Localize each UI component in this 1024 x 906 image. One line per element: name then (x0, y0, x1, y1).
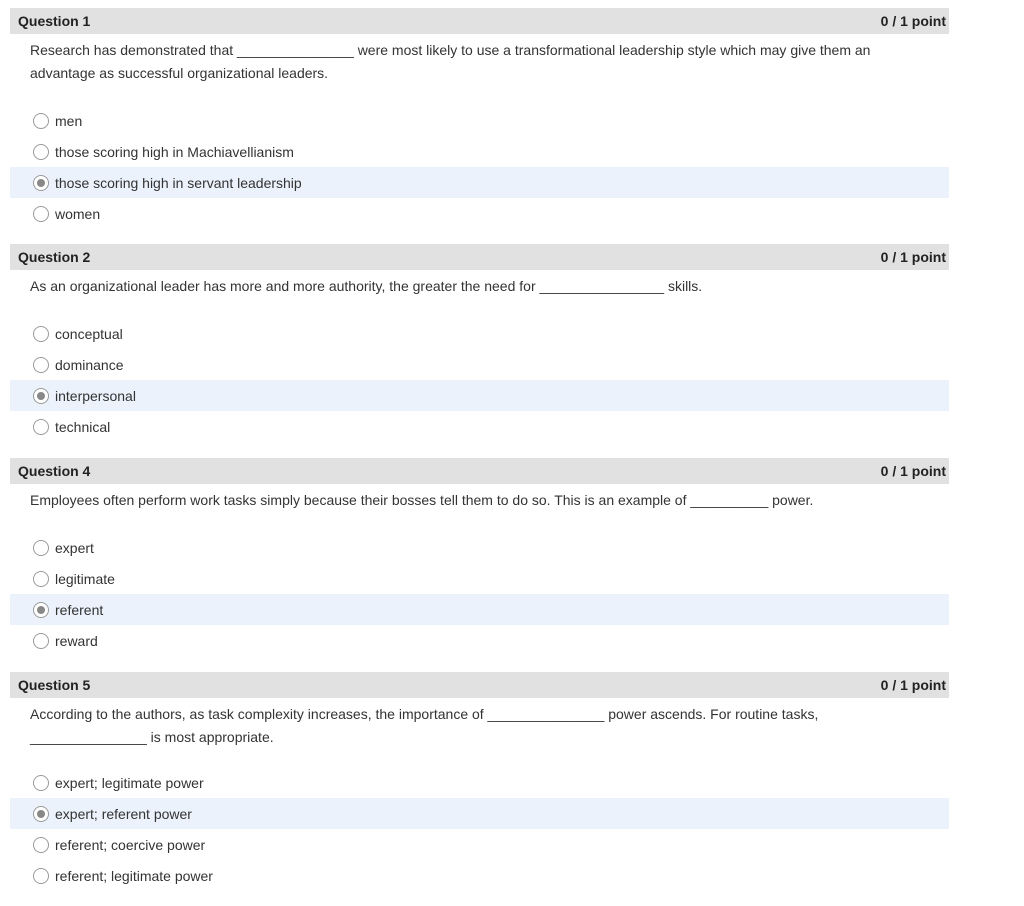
answer-option[interactable] (10, 532, 949, 563)
question-1 (10, 8, 949, 229)
option-label: legitimate (55, 570, 115, 587)
answer-option[interactable] (10, 105, 949, 136)
option-label: expert (55, 539, 94, 556)
question-header (10, 458, 949, 484)
answer-option-selected[interactable] (10, 380, 949, 411)
answer-options (10, 767, 949, 891)
option-label: dominance (55, 356, 124, 373)
option-label: interpersonal (55, 387, 136, 404)
option-label: referent (55, 601, 104, 618)
question-title: Question 5 (18, 677, 91, 693)
radio-button[interactable] (33, 419, 49, 435)
option-label: those scoring high in servant leadership (55, 174, 302, 191)
radio-button[interactable] (33, 206, 49, 222)
option-label: referent; coercive power (55, 836, 206, 853)
question-points: 0 / 1 point (880, 463, 946, 479)
option-label: those scoring high in Machiavellianism (55, 143, 294, 160)
answer-options (10, 532, 949, 656)
question-title: Question 4 (18, 463, 91, 479)
answer-option[interactable] (10, 136, 949, 167)
question-points: 0 / 1 point (880, 677, 946, 693)
question-points: 0 / 1 point (880, 249, 946, 265)
radio-button[interactable] (33, 357, 49, 373)
radio-button[interactable] (33, 868, 49, 884)
answer-option[interactable] (10, 860, 949, 891)
answer-option[interactable] (10, 318, 949, 349)
answer-option[interactable] (10, 625, 949, 656)
question-text: Research has demonstrated that _______________ were most likely to use a transformational leadership style which may give them an advantage as successful organizational leaders. (30, 42, 871, 81)
radio-button-checked[interactable] (33, 388, 49, 404)
answer-options (10, 318, 949, 442)
question-points: 0 / 1 point (880, 13, 946, 29)
radio-button-checked[interactable] (33, 175, 49, 191)
radio-button[interactable] (33, 571, 49, 587)
answer-option-selected[interactable] (10, 167, 949, 198)
radio-button[interactable] (33, 775, 49, 791)
radio-button-checked[interactable] (33, 602, 49, 618)
radio-button[interactable] (33, 633, 49, 649)
question-text: Employees often perform work tasks simply because their bosses tell them to do so. This is an example of __________ power. (30, 492, 814, 508)
answer-option[interactable] (10, 563, 949, 594)
question-5 (10, 672, 949, 891)
question-title: Question 2 (18, 249, 91, 265)
answer-options (10, 105, 949, 229)
answer-option[interactable] (10, 767, 949, 798)
answer-option[interactable] (10, 829, 949, 860)
radio-button[interactable] (33, 113, 49, 129)
option-label: technical (55, 418, 111, 435)
question-header (10, 672, 949, 698)
option-label: conceptual (55, 325, 123, 342)
option-label: expert; referent power (55, 805, 192, 822)
question-header (10, 244, 949, 270)
question-4 (10, 458, 949, 656)
question-header (10, 8, 949, 34)
radio-button[interactable] (33, 326, 49, 342)
answer-option-selected[interactable] (10, 798, 949, 829)
radio-button[interactable] (33, 144, 49, 160)
option-label: referent; legitimate power (55, 867, 213, 884)
option-label: men (55, 112, 83, 129)
question-title: Question 1 (18, 13, 91, 29)
question-text: According to the authors, as task complexity increases, the importance of _______________ power ascends. For routine tasks, _______________ is most appropriate. (30, 706, 819, 745)
question-2 (10, 244, 949, 442)
answer-option[interactable] (10, 198, 949, 229)
radio-button[interactable] (33, 540, 49, 556)
question-text: As an organizational leader has more and more authority, the greater the need for ________________ skills. (30, 278, 703, 294)
radio-button[interactable] (33, 837, 49, 853)
option-label: women (55, 205, 101, 222)
answer-option-selected[interactable] (10, 594, 949, 625)
radio-button-checked[interactable] (33, 806, 49, 822)
option-label: expert; legitimate power (55, 774, 204, 791)
answer-option[interactable] (10, 349, 949, 380)
option-label: reward (55, 632, 98, 649)
answer-option[interactable] (10, 411, 949, 442)
